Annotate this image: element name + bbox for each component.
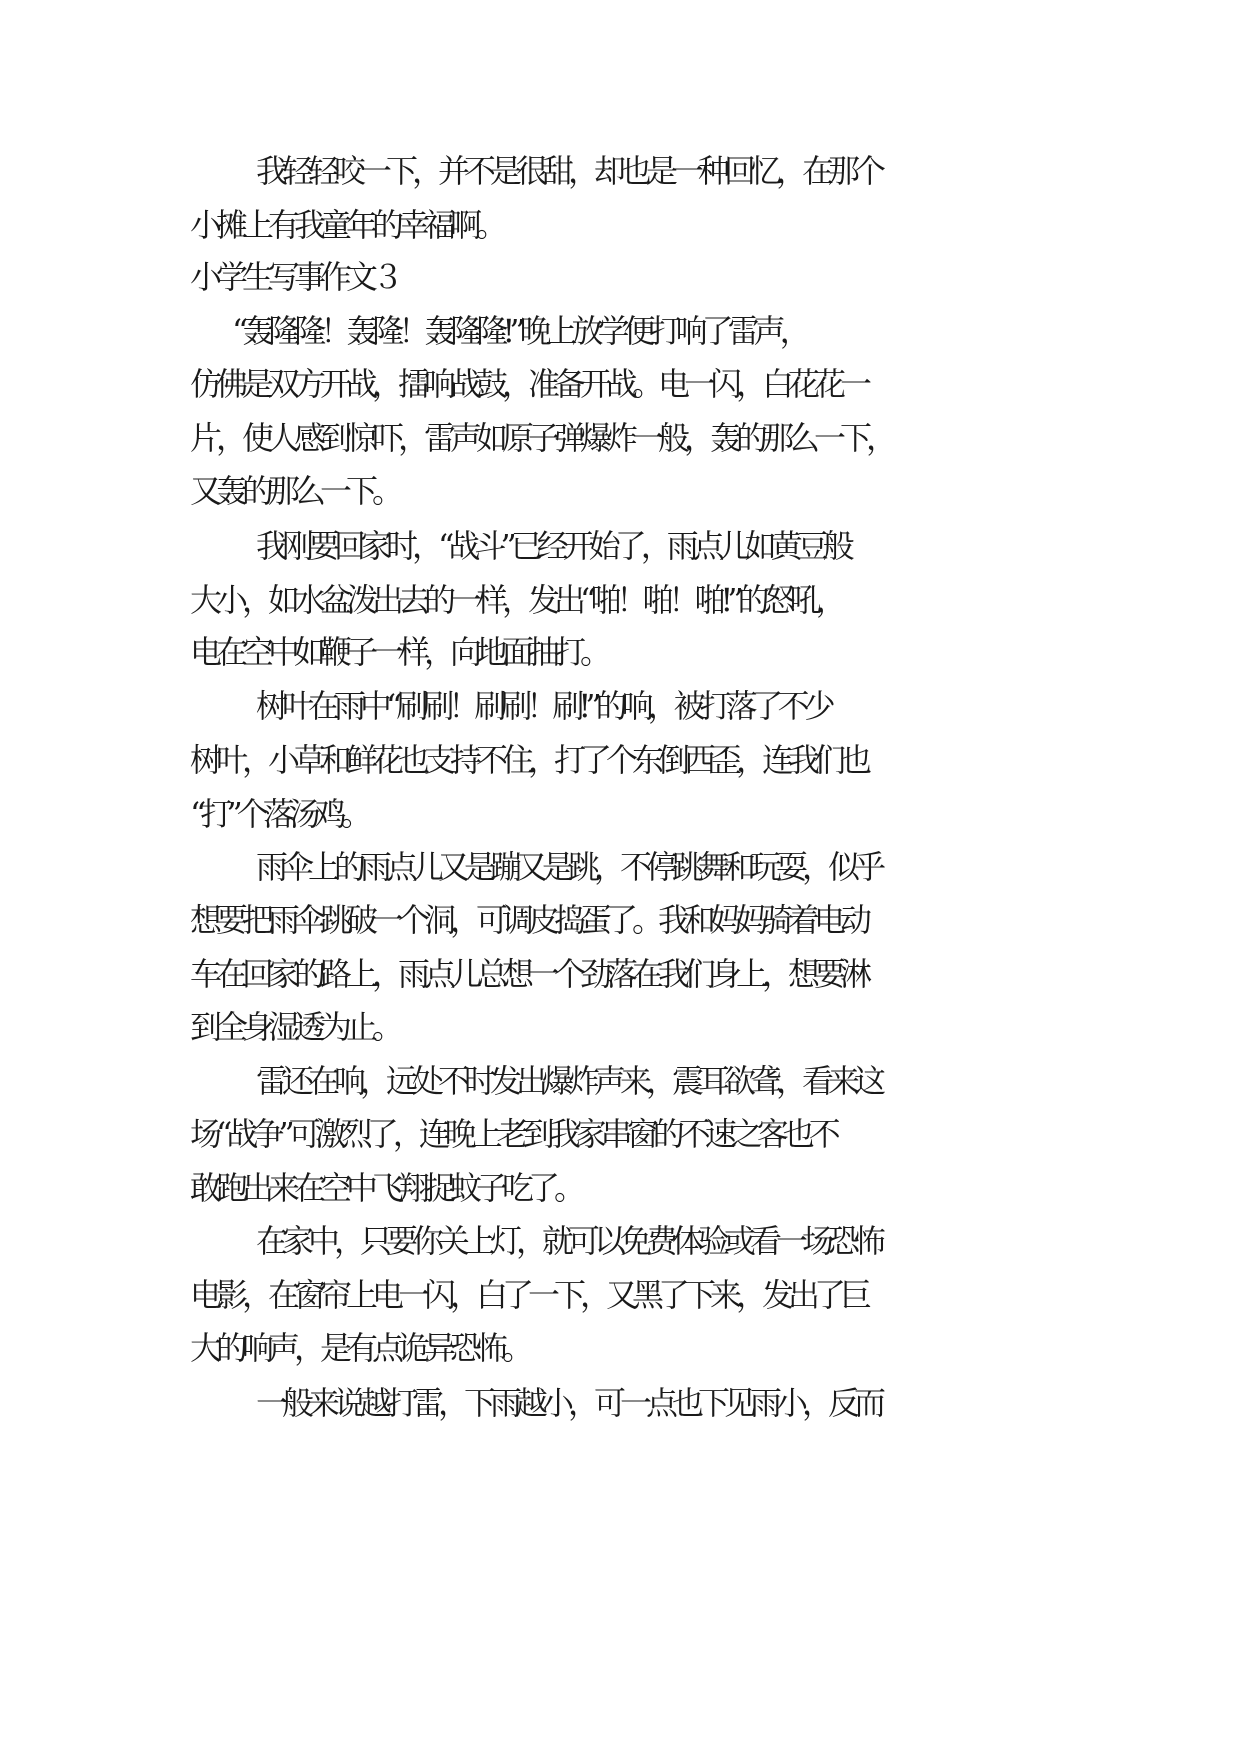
paragraph-line: 雷还在响，远处不时发出爆炸声来，震耳欲聋，看来这 [256,1062,881,1100]
paragraph-line: 敢跑出来在空中飞翔捉蚊子吃了。 [190,1169,581,1207]
paragraph-line: 我轻轻咬一下，并不是很甜，却也是一种回忆，在那个 [256,152,881,190]
paragraph-line: “打”个落汤鸡。 [190,795,367,833]
paragraph-line: 树叶在雨中“刷刷！刷刷！刷!”的响，被打落了不少 [256,687,830,725]
paragraph-line: 大的响声，是有点诡异恐怖。 [190,1329,529,1367]
paragraph-line: 我刚要回家时，“战斗”已经开始了，雨点儿如黄豆般 [256,527,849,565]
paragraph-line: 电在空中如鞭子一样，向地面抽打。 [190,633,607,671]
paragraph-line: 车在回家的路上，雨点儿总想一个劲落在我们身上，想要淋 [190,955,867,993]
paragraph-line: 仿佛是双方开战，擂响战鼓，准备开战。电一闪，白花花一 [190,365,867,403]
paragraph-line: 场“战争”可激烈了，连晚上老到我家串窗的不速之客也不 [190,1115,835,1153]
paragraph-line: 一般来说越打雷，下雨越小，可一点也下见雨小，反而 [256,1384,881,1422]
paragraph-line: 到全身湿透为止。 [190,1008,399,1046]
paragraph-line: “轰隆隆！轰隆！轰隆隆!”晚上放学便打响了雷声， [232,312,806,350]
paragraph-line: 想要把雨伞跳破一个洞，可调皮捣蛋了。我和妈妈骑着电动 [190,901,867,939]
paragraph-line: 又轰的那么一下。 [190,472,399,510]
paragraph-line: 电影，在窗帘上电一闪，白了一下，又黑了下来，发出了巨 [190,1276,867,1314]
paragraph-line: 小摊上有我童年的幸福啊。 [190,206,503,244]
paragraph-line: 大小，如水盆泼出去的一样，发出“啪！啪！啪!”的怒吼， [190,581,842,619]
paragraph-line: 在家中，只要你关上灯，就可以免费体验或看一场恐怖 [256,1222,881,1260]
paragraph-line: 雨伞上的雨点儿又是蹦又是跳，不停跳舞和玩耍，似乎 [256,848,881,886]
paragraph-line: 树叶，小草和鲜花也支持不住，打了个东倒西歪，连我们也 [190,741,867,779]
paragraph-line: 片，使人感到惊吓，雷声如原子弹爆炸一般，轰的那么一下， [190,419,893,457]
section-heading: 小学生写事作文３ [190,258,399,296]
